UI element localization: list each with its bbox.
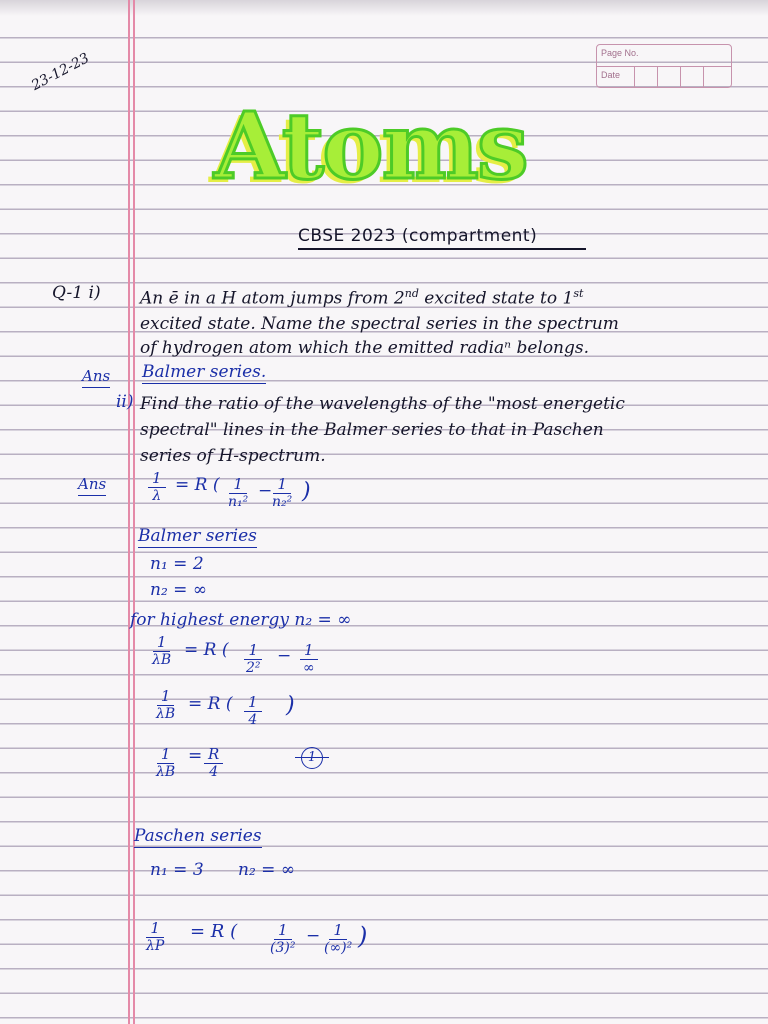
margin-line xyxy=(128,0,130,1024)
page-subtitle: CBSE 2023 (compartment) xyxy=(298,226,538,246)
section-heading: Balmer series xyxy=(138,526,257,546)
fraction: $\frac{1}{\text{2²}}$ xyxy=(246,641,261,676)
answer-text: Balmer series. xyxy=(142,362,267,382)
page-no-row xyxy=(597,45,731,66)
fraction: $\frac{1}{\text{(3)²}}$ xyxy=(270,921,296,956)
question-text-line: An ē in a H atom jumps from 2nd excited state to 1st xyxy=(140,287,584,309)
fraction: 1 ∞ xyxy=(300,642,318,677)
value-line: n₁ = 2 xyxy=(150,554,204,574)
value-line: n₁ = 3 xyxy=(150,860,204,880)
box-divider xyxy=(680,66,681,87)
page-top-edge xyxy=(0,0,768,16)
equation-text: = R ( xyxy=(175,475,220,495)
equation-text: = R ( xyxy=(190,921,238,942)
question-text-line: excited state. Name the spectral series in the spectrum xyxy=(140,314,619,334)
fraction: $\frac{1}{\lambda B}$ xyxy=(152,633,172,668)
question-label: Q-1 i) xyxy=(52,283,101,303)
page-no-label: Page No. xyxy=(601,48,639,58)
note-line: for highest energy n₂ = ∞ xyxy=(130,610,352,630)
bracket: ) xyxy=(286,693,295,718)
question-text-line: spectral" lines in the Balmer series to that in Paschen xyxy=(140,420,604,440)
margin-line xyxy=(133,0,135,1024)
value-line: n₂ = ∞ xyxy=(238,860,295,880)
fraction: 1 (∞)² xyxy=(324,921,353,956)
fraction: $\frac{1}{4}$ xyxy=(244,694,262,729)
answer-label: Ans xyxy=(78,474,106,496)
minus-sign: − xyxy=(277,646,292,666)
question-text-line: of hydrogen atom which the emitted radiaⁿ belongs. xyxy=(140,338,590,358)
fraction: $\frac{1}{\lambda P}$ xyxy=(146,919,165,954)
equals-sign: = xyxy=(188,746,203,766)
bracket: ) xyxy=(302,479,311,504)
question-text-line: Find the ratio of the wavelengths of the "most energetic xyxy=(140,394,625,414)
answer-label: Ans xyxy=(82,366,110,388)
fraction: $\frac{1}{\lambda B}$ xyxy=(156,687,176,722)
minus-sign: − xyxy=(306,926,321,946)
value-line: n₂ = ∞ xyxy=(150,580,207,600)
fraction: $\frac{1}{\lambda B}$ xyxy=(156,745,176,780)
minus-sign: − xyxy=(258,481,273,501)
box-divider xyxy=(703,66,704,87)
subtitle-underline xyxy=(298,248,586,250)
section-heading: Paschen series xyxy=(134,826,262,846)
fraction: $\frac{1}{\lambda}$ xyxy=(148,470,166,505)
date-label: Date xyxy=(601,70,621,80)
equation-text: = R ( xyxy=(188,694,233,714)
question-text-line: series of H-spectrum. xyxy=(140,446,326,466)
page-title: Atoms xyxy=(214,92,527,200)
bracket: ) xyxy=(358,922,368,950)
page-date: 23-12-23 xyxy=(28,50,92,94)
question-part-label: ii) xyxy=(116,392,134,412)
fraction: $\frac{1}{\text{n₁²}}$ xyxy=(228,475,249,510)
date-row xyxy=(597,66,731,88)
equation-tag: 1 xyxy=(301,747,323,769)
title-wrap xyxy=(214,92,527,204)
page-number-box xyxy=(596,44,732,88)
box-divider xyxy=(634,66,635,87)
fraction: $\frac{1}{\text{n₂²}}$ xyxy=(272,475,293,510)
box-divider xyxy=(657,66,658,87)
equation-text: = R ( xyxy=(184,640,229,660)
fraction: $\frac{R}{4}$ xyxy=(204,746,223,781)
